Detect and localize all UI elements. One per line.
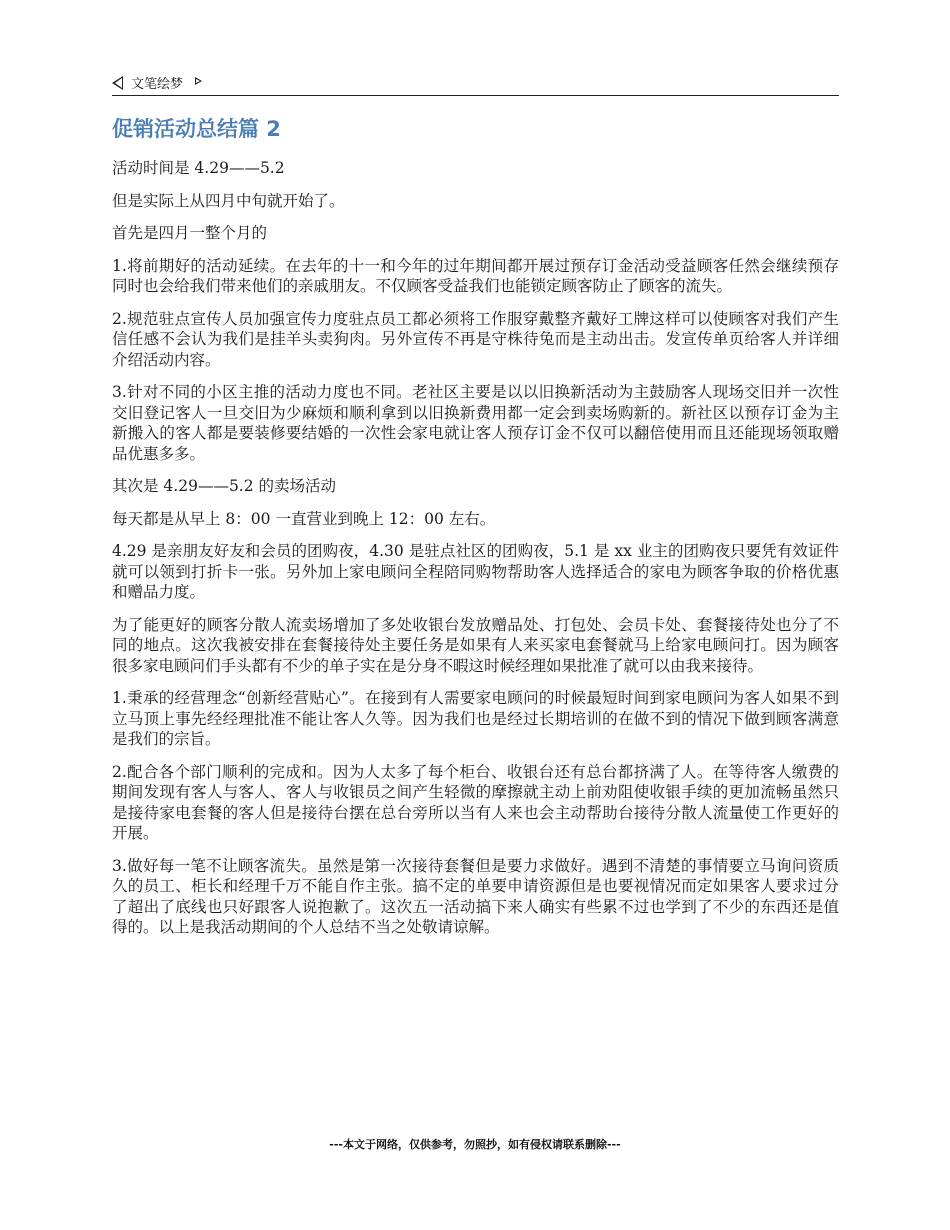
brand — [112, 73, 202, 92]
brand-name: 文笔绘梦 — [131, 77, 184, 92]
left-triangle-icon — [112, 76, 123, 90]
document-title: 促销活动总结篇 2 — [112, 117, 281, 141]
document-body — [112, 114, 839, 950]
paragraph-3: 首先是四月一整个月的 — [112, 224, 268, 242]
paragraph-6: 3.针对不同的小区主推的活动力度也不同。老社区主要是以以旧换新活动为主鼓励客人现场交旧并一次性交旧登记客人一旦交旧为少麻烦和顺利拿到以旧换新费用都一定会到卖场购新的。新社区以预存订金为主新搬入的客人都是要装修要结婚的一次性会家电就让客人预存订金不仅可以翻倍使用而且还能现场领取赠品优惠多多。 — [112, 383, 839, 463]
paragraph-4: 1.将前期好的活动延续。在去年的十一和今年的过年期间都开展过预存订金活动受益顾客任然会继续预存同时也会给我们带来他们的亲戚朋友。不仅顾客受益我们也能锁定顾客防止了顾客的流失。 — [112, 256, 839, 295]
paragraph-13: 3.做好每一笔不让顾客流失。虽然是第一次接待套餐但是要力求做好。遇到不清楚的事情要立马询问资质久的员工、柜长和经理千万不能自作主张。搞不定的单要申请资源但是也要视情况而定如果客人要求过分了超出了底线也只好跟客人说抱歉了。这次五一活动搞下来人确实有些累不过也学到了不少的东西还是值得的。以上是我活动期间的个人总结不当之处敬请谅解。 — [112, 856, 839, 936]
paragraph-7: 其次是 4.29——5.2 的卖场活动 — [112, 477, 337, 495]
paragraph-1: 活动时间是 4.29——5.2 — [112, 159, 285, 177]
right-triangle-icon — [195, 77, 202, 85]
page-header — [112, 70, 839, 96]
paragraph-11: 1.秉承的经营理念“创新经营贴心”。在接到有人需要家电顾问的时候最短时间到家电顾问为客人如果不到立马顶上事先经经理批准不能让客人久等。因为我们也是经过长期培训的在做不到的情况下做到顾客满意是我们的宗旨。 — [112, 689, 839, 748]
paragraph-12: 2.配合各个部门顺利的完成和。因为人太多了每个柜台、收银台还有总台都挤满了人。在等待客人缴费的期间发现有客人与客人、客人与收银员之间产生轻微的摩擦就主动上前劝阻使收银手续的更加流畅虽然只是接待家电套餐的客人但是接待台摆在总台旁所以当有人来也会主动帮助台接待分散人流量使工作更好的开展。 — [112, 762, 839, 842]
paragraph-2: 但是实际上从四月中旬就开始了。 — [112, 191, 345, 210]
footer-notice: ---本文于网络，仅供参考，勿照抄，如有侵权请联系删除--- — [329, 1138, 621, 1151]
paragraph-9: 4.29 是亲朋友好友和会员的团购夜，4.30 是驻点社区的团购夜，5.1 是 xx 业主的团购夜只要凭有效证件就可以领到打折卡一张。另外加上家电顾问全程陪同购物帮助客人选择适合的家电为顾客争取的价格优惠和赠品力度。 — [112, 542, 839, 601]
paragraph-8: 每天都是从早上 8：00 一直营业到晚上 12：00 左右。 — [112, 509, 496, 528]
paragraph-10: 为了能更好的顾客分散人流卖场增加了多处收银台发放赠品处、打包处、会员卡处、套餐接待处也分了不同的地点。这次我被安排在套餐接待处主要任务是如果有人来买家电套餐就马上给家电顾问打。因为顾客很多家电顾问们手头都有不少的单子实在是分身不暇这时候经理如果批准了就可以由我来接待。 — [112, 615, 839, 675]
paragraph-5: 2.规范驻点宣传人员加强宣传力度驻点员工都必须将工作服穿戴整齐戴好工牌这样可以使顾客对我们产生信任感不会认为我们是挂羊头卖狗肉。另外宣传不再是守株待兔而是主动出击。发宣传单页给客人并详细介绍活动内容。 — [112, 309, 839, 369]
